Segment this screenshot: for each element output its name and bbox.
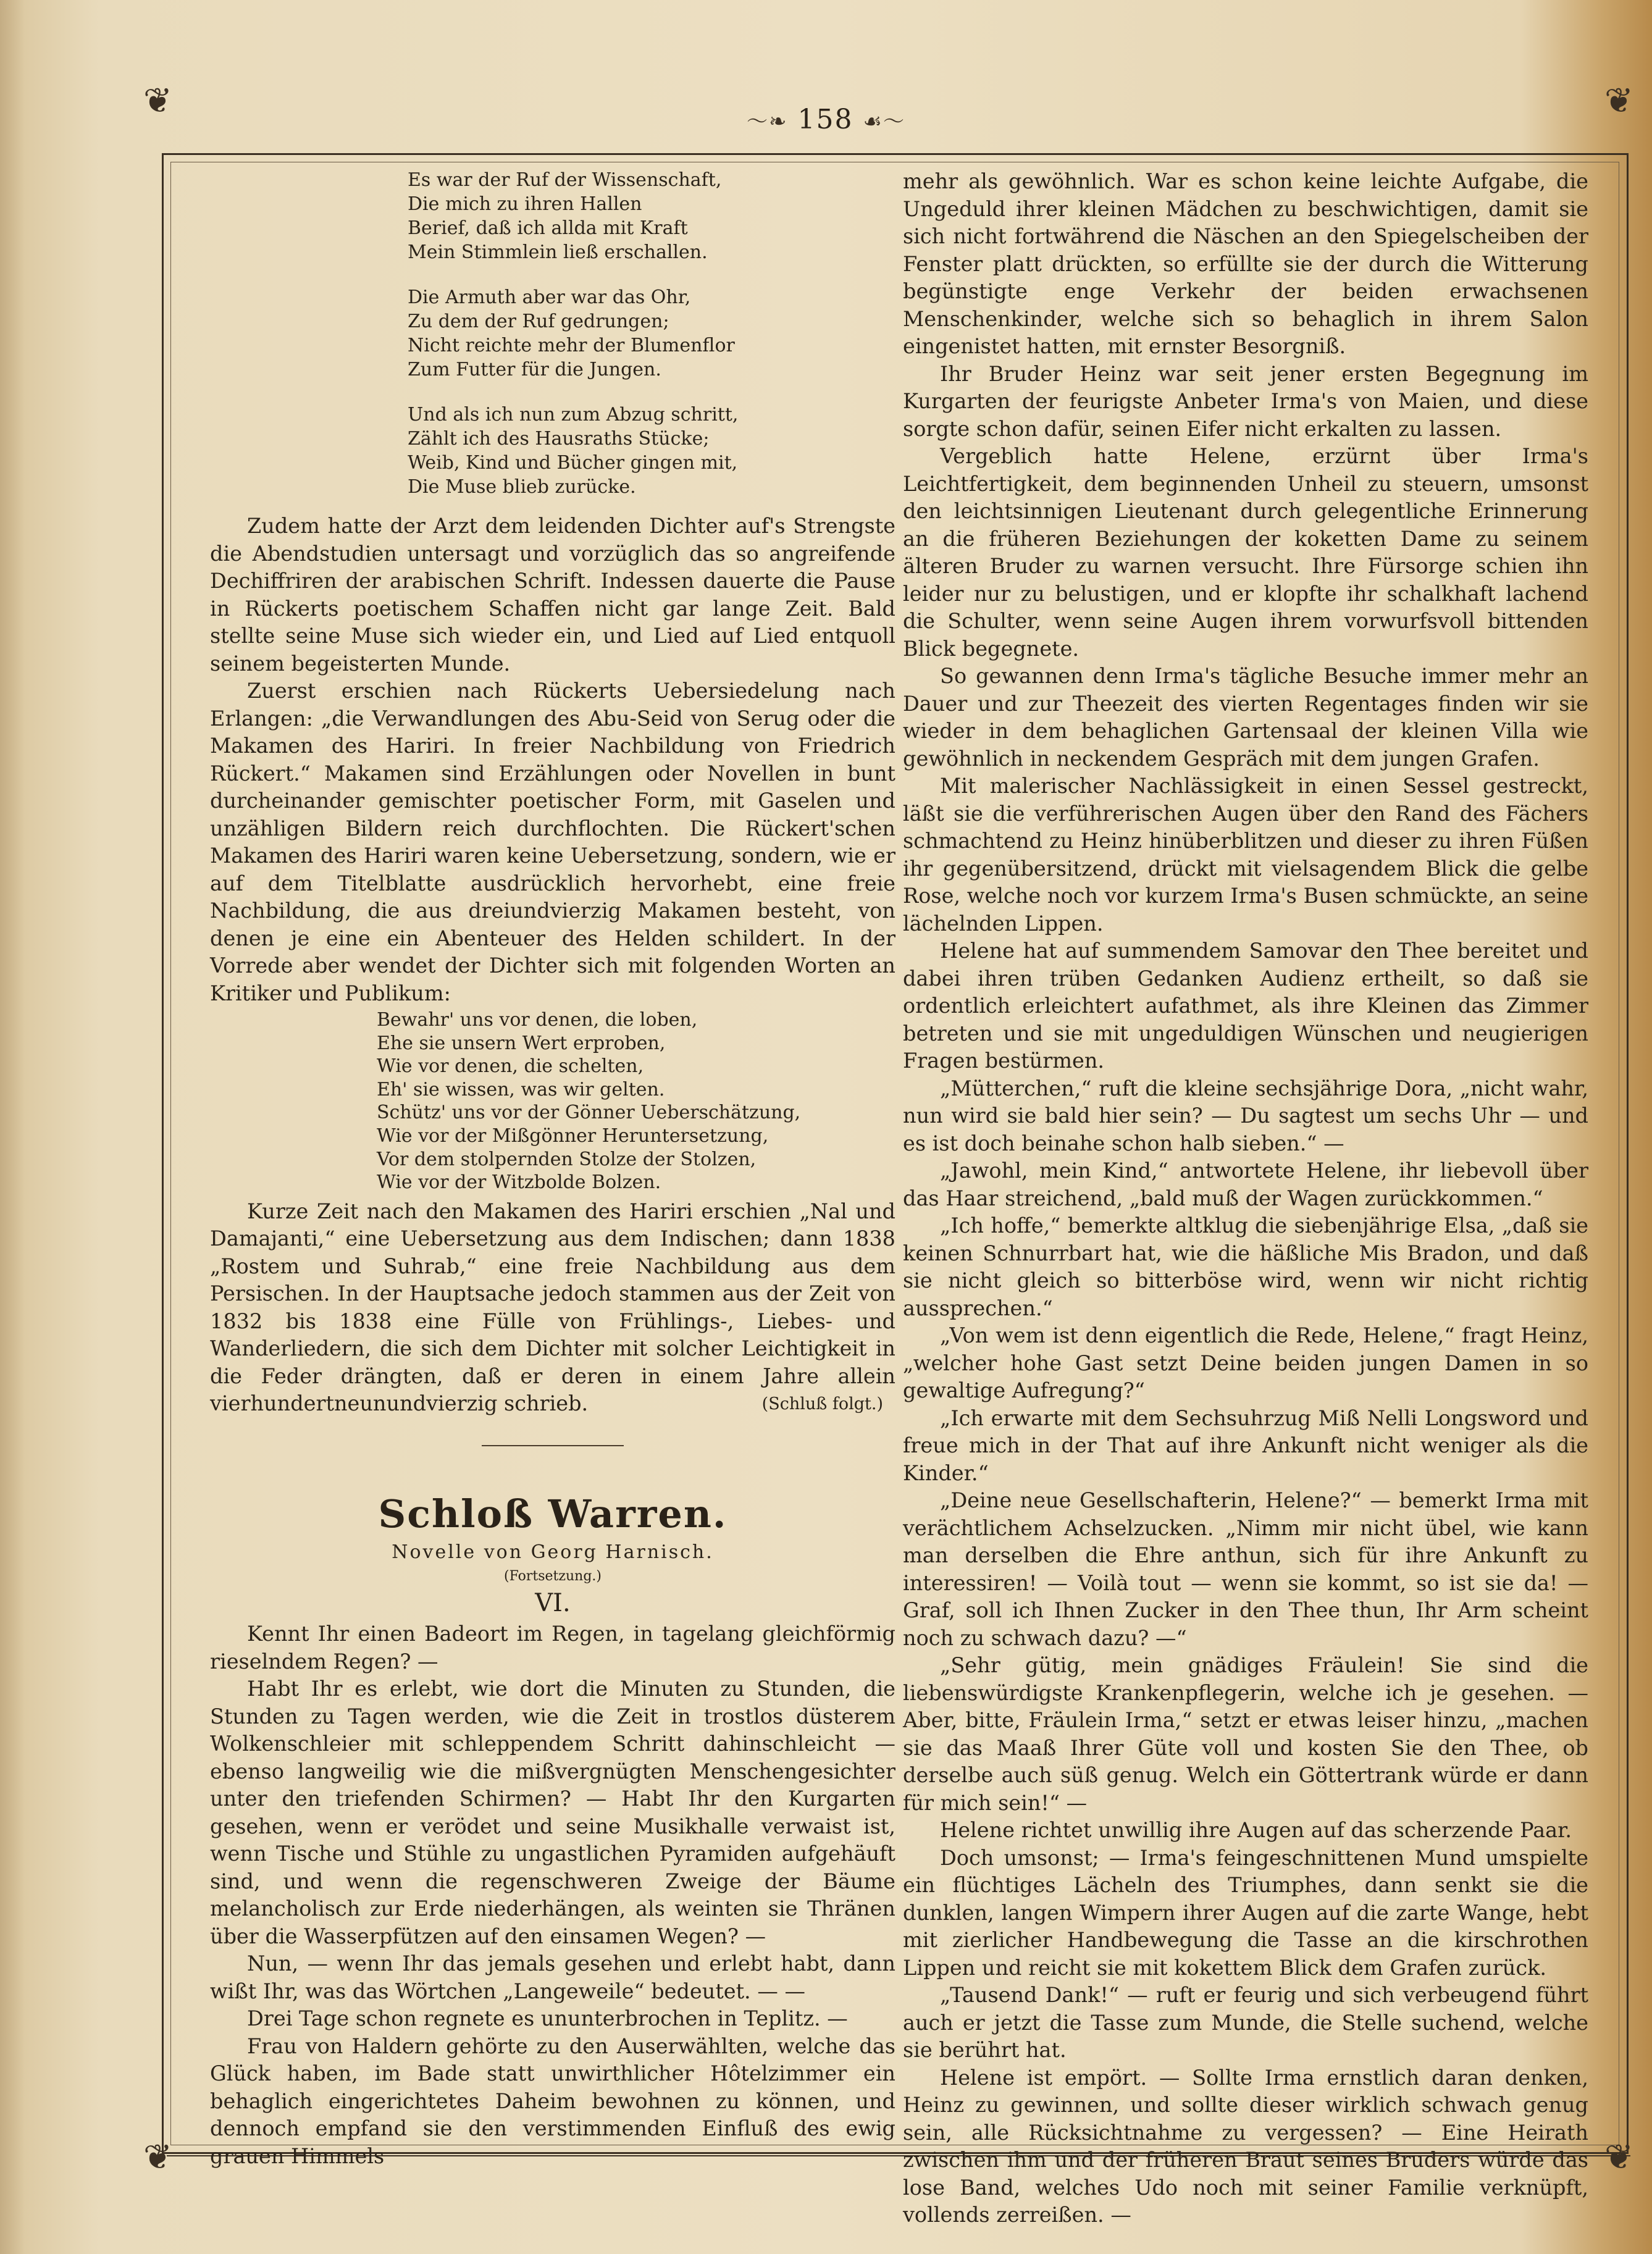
story-title: Schloß Warren.: [378, 1491, 727, 1537]
page-number-header: [0, 104, 1652, 135]
paragraph: Drei Tage schon regnete es ununterbrochen in Teplitz. —: [247, 2006, 848, 2031]
paragraph: Ihr Bruder Heinz war seit jener ersten Begegnung im Kurgarten der feurigste Anbeter Irma's von Maien, und diese sorgte schon dafür, seinen Eifer nicht erkalten zu lassen.: [903, 361, 1588, 441]
verse-line: Und als ich nun zum Abzug schritt,: [408, 404, 739, 425]
paragraph: „Jawohl, mein Kind,“ antwortete Helene, ihr liebevoll über das Haar streichend, „bald muß der Wagen zurückkommen.“: [903, 1158, 1588, 1210]
paragraph: Zuerst erschien nach Rückerts Uebersiedelung nach Erlangen: „die Verwandlungen des Abu-Seid von Serug oder die Makamen des Hariri. In freier Nachbildung von Friedrich Rückert.“ Makamen sind Erzählungen oder Novellen in bunt durcheinander gemischter poetischer Form, mit Gaselen und unzähligen Bildern reich durchflochten. Die Rückert'schen Makamen des Hariri waren keine Uebersetzung, sondern, wie er auf dem Titelblatte ausdrücklich hervorhebt, eine freie Nachbildung, die aus dreiundvierzig Makamen besteht, von denen je eine ein Abenteuer des Helden schildert. In der Vorrede aber wendet der Dichter sich mit folgenden Worten an Kritiker und Publikum:: [210, 679, 895, 1005]
flourish-right-icon: ☙～: [863, 109, 905, 134]
verse-line: Wie vor der Witzbolde Bolzen.: [377, 1171, 661, 1194]
paragraph: Mit malerischer Nachlässigkeit in einen Sessel gestreckt, läßt sie die verführerischen Augen über den Rand des Fächers schmachtend zu Heinz hinüberblitzen und dieser zu ihren Füßen ihr gegenübersitzend, drückt mit vielsagendem Blick die gelbe Rose, welche noch vor kurzem Irma's Busen schmückte, an seine lächelnden Lippen.: [903, 774, 1588, 936]
verse-line: Vor dem stolpernden Stolze der Stolzen,: [377, 1148, 757, 1170]
paragraph: Zudem hatte der Arzt dem leidenden Dichter auf's Strengste die Abendstudien untersagt und vorzüglich das so angreifende Dechiffriren der arabischen Schrift. Indessen dauerte die Pause in Rückerts poetischem Schaffen nicht gar lange Zeit. Bald stellte seine Muse sich wieder ein, und Lied auf Lied entquoll seinem begeisterten Munde.: [210, 514, 895, 676]
right-column: [903, 168, 1588, 2229]
poem-stanza: [210, 285, 895, 382]
continuation-label: (Fortsetzung.): [504, 1569, 602, 1585]
verse-line: Zu dem der Ruf gedrungen;: [408, 311, 669, 332]
page-edge-shadow: [0, 0, 25, 2254]
corner-ornament-top-right: ❦: [1604, 81, 1633, 121]
paragraph: „Ich erwarte mit dem Sechsuhrzug Miß Nelli Longsword und freue mich in der That auf ihre Ankunft nicht weniger als die Kinder.“: [903, 1406, 1588, 1485]
paragraph: Nun, — wenn Ihr das jemals gesehen und erlebt habt, dann wißt Ihr, was das Wörtchen „Langeweile“ bedeutet. — —: [210, 1951, 895, 2003]
corner-ornament-top-left: ❦: [143, 81, 172, 121]
paragraph: „Sehr gütig, mein gnädiges Fräulein! Sie sind die liebenswürdigste Krankenpflegerin, welche ich je gesehen. — Aber, bitte, Fräulein Irma,“ setzt er etwas leiser hinzu, „machen sie das Maaß Ihrer Güte voll und kosten Sie den Thee, ob derselbe auch süß genug. Welch ein Göttertrank würde er dann für mich sein!“ —: [903, 1653, 1588, 1815]
page-number: 158: [797, 104, 853, 135]
paragraph: „Deine neue Gesellschafterin, Helene?“ — bemerkt Irma mit verächtlichem Achselzucken. „Nimm mir nicht übel, wie kann man derselben die Ehre anthun, sich für ihre Ankunft zu interessiren! — Voilà tout — wenn sie kommt, so ist sie da! — Graf, soll ich Ihnen Zucker in den Thee thun, Ihr Arm scheint noch zu schwach dazu? —“: [903, 1488, 1588, 1650]
verse-line: Schütz' uns vor der Gönner Ueberschätzung,: [377, 1102, 801, 1124]
verse-line: Wie vor der Mißgönner Heruntersetzung,: [377, 1125, 769, 1147]
verse-line: Berief, daß ich allda mit Kraft: [408, 217, 688, 239]
verse-line: Mein Stimmlein ließ erschallen.: [408, 241, 708, 263]
verse-line: Nicht reichte mehr der Blumenflor: [408, 335, 735, 356]
paragraph: „Tausend Dank!“ — ruft er feurig und sich verbeugend führt auch er jetzt die Tasse zum Munde, die Stelle suchend, welche sie berührt hat.: [903, 1983, 1588, 2062]
flourish-left-icon: ～❧: [747, 109, 788, 134]
story-byline: Novelle von Georg Harnisch.: [392, 1541, 714, 1564]
to-be-continued-note: (Schluß folgt.): [761, 1394, 883, 1414]
verse-line: Die Armuth aber war das Ohr,: [408, 287, 691, 308]
paragraph: mehr als gewöhnlich. War es schon keine leichte Aufgabe, die Ungeduld ihrer kleinen Mädchen zu beschwichtigen, damit sie sich nicht fortwährend die Näschen an den Spiegelscheiben der Fenster platt drückten, so erfüllte sie der durch die Witterung begünstigte enge Verkehr der beiden erwachsenen Menschenkinder, welche sich so behaglich in ihrem Salon eingenistet hatten, mit ernster Besorgniß.: [903, 169, 1588, 358]
left-column: [210, 168, 895, 2170]
section-divider: [482, 1445, 624, 1446]
paragraph: Habt Ihr es erlebt, wie dort die Minuten zu Stunden, die Stunden zu Tagen werden, wie die Zeit in trostlos düsterem Wolkenschleier mit schleppendem Schritt dahinschleicht — ebenso langweilig wie die mißvergnügten Menschengesichter unter den triefenden Schirmen? — Habt Ihr den Kurgarten gesehen, wenn er verödet und seine Musikhalle verwaist ist, wenn Tische und Stühle zu ungastlichen Pyramiden aufgehäuft sind, und wenn die regenschweren Zweige der Bäume melancholisch zur Erde niederhängen, als weinten sie Thränen über die Wasserpfützen auf den einsamen Wegen? —: [210, 1677, 895, 1948]
corner-ornament-bottom-left: ❦: [143, 2137, 172, 2177]
paragraph: Kurze Zeit nach den Makamen des Hariri erschien „Nal und Damajanti,“ eine Uebersetzung aus dem Indischen; dann 1838 „Rostem und Suhrab,“ eine freie Nachbildung aus dem Persischen. In der Hauptsache jedoch stammen aus der Zeit von 1832 bis 1838 eine Fülle von Frühlings-, Liebes- und Wanderliedern, die sich dem Dichter mit solcher Leichtigkeit in die Feder drängten, daß er deren in einem Jahre allein vierhundertneunundvierzig schrieb.: [210, 1199, 895, 1416]
paragraph: „Ich hoffe,“ bemerkte altklug die siebenjährige Elsa, „daß sie keinen Schnurrbart hat, wie die häßliche Mis Bradon, und daß sie nicht gleich so bitterböse wird, wenn wir nicht richtig aussprechen.“: [903, 1213, 1588, 1320]
corner-ornament-bottom-right: ❦: [1604, 2137, 1633, 2177]
paragraph: Doch umsonst; — Irma's feingeschnittenen Mund umspielte ein flüchtiges Lächeln des Triumphes, dann senkt sie die dunklen, langen Wimpern ihrer Augen auf die zarte Wange, hebt mit zierlicher Handbewegung die Tasse an die kirschrothen Lippen und reicht sie mit kokettem Blick dem Grafen zurück.: [903, 1845, 1588, 1980]
verse-line: Die mich zu ihren Hallen: [408, 193, 642, 215]
paragraph: Kennt Ihr einen Badeort im Regen, in tagelang gleichförmig rieselndem Regen? —: [210, 1622, 895, 1674]
paragraph: So gewannen denn Irma's tägliche Besuche immer mehr an Dauer und zur Theezeit des vierten Regentages finden wir sie wieder in dem behaglichen Gartensaal der kleinen Villa wie gewöhnlich in neckendem Gespräch mit dem jungen Grafen.: [903, 664, 1588, 771]
poem-stanza: [210, 403, 895, 499]
verse-line: Es war der Ruf der Wissenschaft,: [408, 169, 722, 191]
paragraph: Helene richtet unwillig ihre Augen auf das scherzende Paar.: [940, 1818, 1572, 1842]
paragraph: „Mütterchen,“ ruft die kleine sechsjährige Dora, „nicht wahr, nun wird sie bald hier sein? — Du sagtest um sechs Uhr — und es ist doch beinahe schon halb sieben.“ —: [903, 1076, 1588, 1155]
paragraph: Vergeblich hatte Helene, erzürnt über Irma's Leichtfertigkeit, dem beginnenden Unheil zu steuern, umsonst den leichtsinnigen Lieutenant durch gelegentliche Erinnerung an die früheren Beziehungen der koketten Dame zu seinem älteren Bruder zu warnen versucht. Ihre Fürsorge schien ihn leider nur zu belustigen, und er klopfte ihr schalkhaft lachend die Schulter, wenn seine Augen ihrem vorwurfsvoll bittenden Blick begegnete.: [903, 444, 1588, 661]
verse-line: Die Muse blieb zurücke.: [408, 476, 636, 498]
verse-line: Weib, Kind und Bücher gingen mit,: [408, 452, 738, 474]
verse-line: Eh' sie wissen, was wir gelten.: [377, 1078, 665, 1100]
poem-quote: [210, 1008, 895, 1194]
chapter-number: VI.: [535, 1589, 571, 1618]
verse-line: Ehe sie unsern Wert erproben,: [377, 1032, 666, 1054]
verse-line: Zählt ich des Hausraths Stücke;: [408, 428, 710, 450]
paragraph: „Von wem ist denn eigentlich die Rede, Helene,“ fragt Heinz, „welcher hohe Gast setzt Deine beiden jungen Damen in so gewaltige Aufregung?“: [903, 1323, 1588, 1402]
paragraph: Helene hat auf summendem Samovar den Thee bereitet und dabei ihren trüben Gedanken Audienz ertheilt, so daß sie ordentlich erleichtert aufathmet, als ihre Kleinen das Zimmer betreten und sie mit ungeduldigen Wünschen und neugierigen Fragen bestürmen.: [903, 939, 1588, 1073]
verse-line: Bewahr' uns vor denen, die loben,: [377, 1009, 698, 1031]
paragraph: Frau von Haldern gehörte zu den Auserwählten, welche das Glück haben, im Bade statt unwirthlicher Hôtelzimmer ein behaglich eingerichtetes Daheim bewohnen zu können, und dennoch empfand sie den verstimmenden Einfluß des ewig grauen Himmels: [210, 2034, 895, 2168]
verse-line: Wie vor denen, die schelten,: [377, 1055, 644, 1078]
poem-stanza: [210, 168, 895, 264]
verse-line: Zum Futter für die Jungen.: [408, 359, 661, 380]
paragraph: Helene ist empört. — Sollte Irma ernstlich daran denken, Heinz zu gewinnen, und sollte dieser wirklich schwach genug sein, alle Rücksichtnahme zu vergessen? — Eine Heirath zwischen ihm und der früheren Braut seines Bruders würde das lose Band, welches Udo noch mit seiner Familie verknüpft, vollends zerreißen. —: [903, 2065, 1588, 2227]
